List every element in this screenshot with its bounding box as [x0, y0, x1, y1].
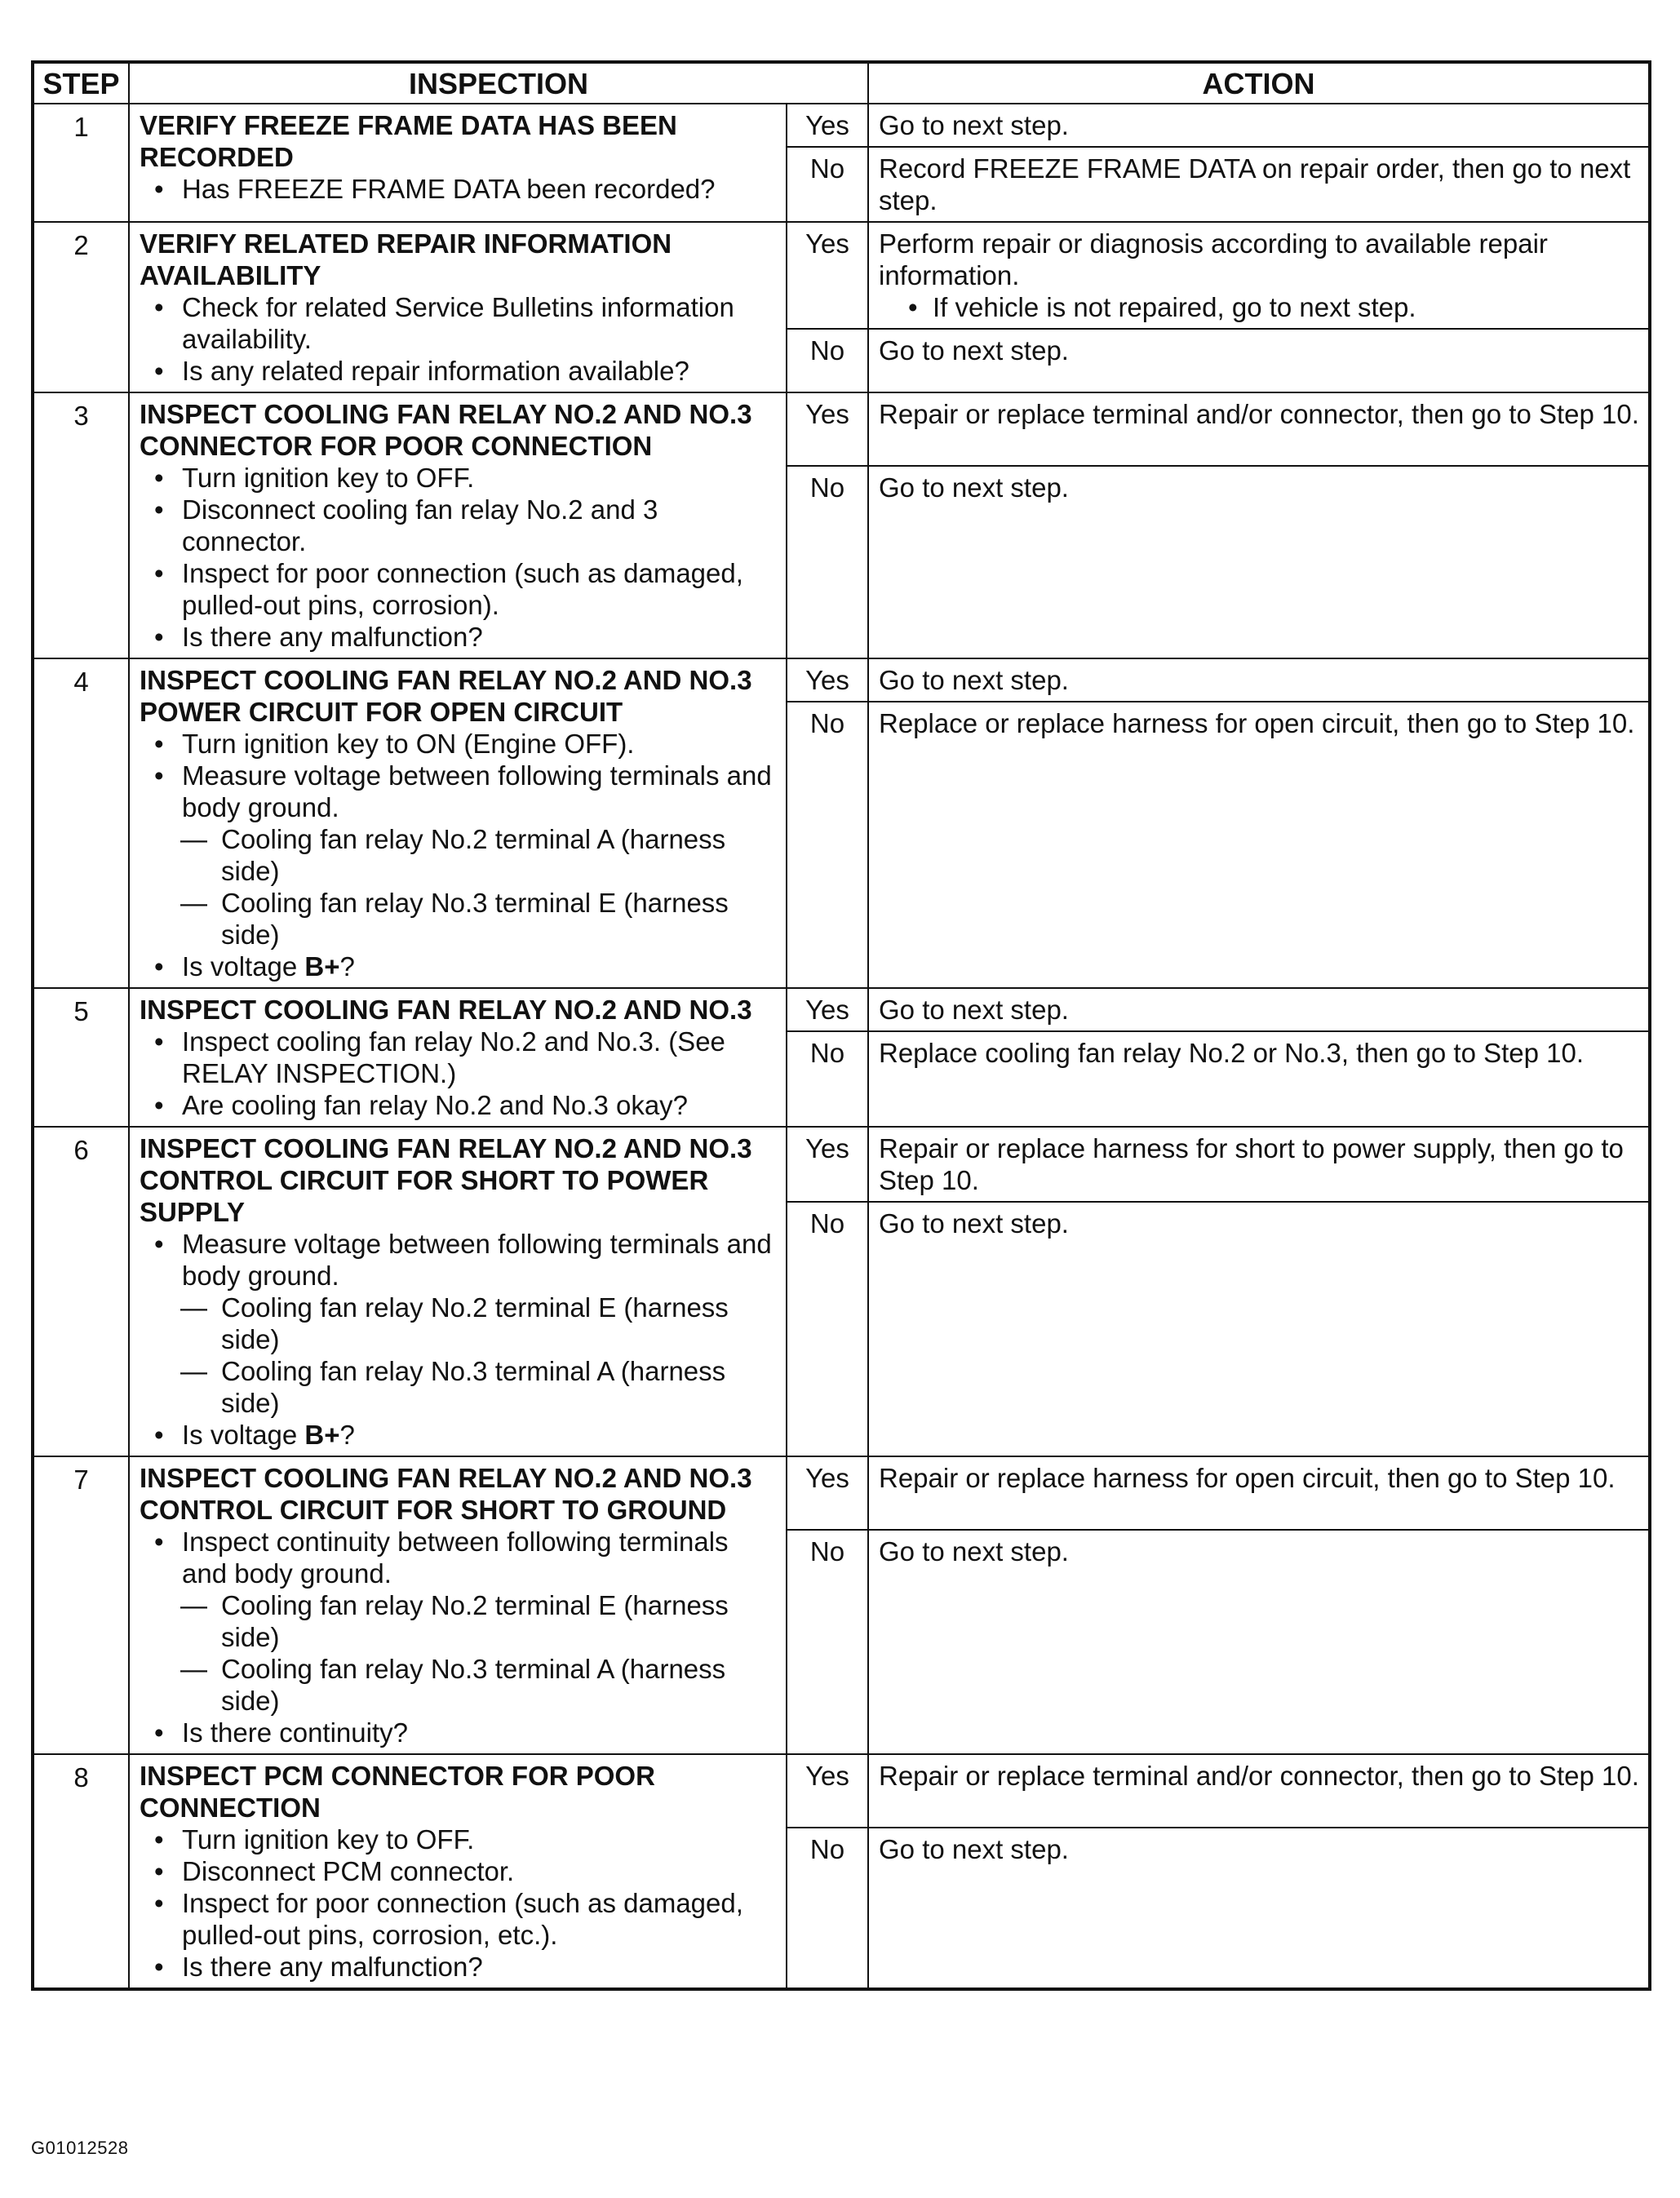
step-4-yes-row	[33, 658, 1650, 702]
yes-action: Repair or replace harness for short to power supply, then go to Step 10.	[868, 1127, 1650, 1202]
inspection-bullet: • Is any related repair information available?	[140, 355, 778, 387]
step-title: INSPECT COOLING FAN RELAY NO.2 AND NO.3	[140, 995, 752, 1025]
yes-action: Go to next step.	[868, 988, 1650, 1031]
no-action: Go to next step.	[868, 1530, 1650, 1754]
no-label: No	[787, 1828, 868, 1989]
terminal-list	[140, 1292, 778, 1419]
yes-action-cell	[868, 222, 1650, 329]
inspection-question	[140, 1717, 778, 1748]
figure-code: G01012528	[31, 2138, 129, 2158]
no-action: Go to next step.	[868, 329, 1650, 392]
terminal-item: — Cooling fan relay No.3 terminal E (harness side)	[140, 887, 778, 951]
no-label: No	[787, 1530, 868, 1754]
inspection-bullet: • Inspect for poor connection (such as damaged, pulled-out pins, corrosion).	[140, 557, 778, 621]
inspection-bullet: • Has FREEZE FRAME DATA been recorded?	[140, 173, 778, 205]
step-5-yes-row	[33, 988, 1650, 1031]
inspection-bullet: • Check for related Service Bulletins information availability.	[140, 291, 778, 355]
no-action: Replace cooling fan relay No.2 or No.3, then go to Step 10.	[868, 1031, 1650, 1127]
step-8-yes-row	[33, 1754, 1650, 1828]
question-text: Is voltage	[182, 951, 305, 982]
terminal-item: — Cooling fan relay No.2 terminal E (harness side)	[140, 1589, 778, 1653]
step-3-yes-row	[33, 392, 1650, 466]
yes-label: Yes	[787, 1456, 868, 1530]
inspection-bullet: • Inspect cooling fan relay No.2 and No.3. (See RELAY INSPECTION.)	[140, 1026, 778, 1089]
inspection-bullets	[140, 1526, 778, 1589]
yes-action: Go to next step.	[868, 104, 1650, 147]
yes-label: Yes	[787, 222, 868, 329]
inspection-bullet: • Turn ignition key to OFF.	[140, 462, 778, 494]
inspection-bullet	[140, 1419, 778, 1451]
step-title: INSPECT COOLING FAN RELAY NO.2 AND NO.3 POWER CIRCUIT FOR OPEN CIRCUIT	[140, 665, 752, 727]
no-label: No	[787, 1031, 868, 1127]
step-6-inspection	[129, 1127, 787, 1456]
step-title: INSPECT COOLING FAN RELAY NO.2 AND NO.3 CONTROL CIRCUIT FOR SHORT TO POWER SUPPLY	[140, 1133, 752, 1227]
inspection-bullet: • Inspect continuity between following terminals and body ground.	[140, 1526, 778, 1589]
inspection-bullets	[140, 173, 778, 205]
step-number: 5	[33, 988, 129, 1127]
inspection-bullets	[140, 1026, 778, 1121]
inspection-bullet: • Measure voltage between following terminals and body ground.	[140, 760, 778, 823]
no-action: Go to next step.	[868, 1202, 1650, 1456]
question-text: Is voltage	[182, 1420, 305, 1450]
yes-label: Yes	[787, 392, 868, 466]
step-4-inspection	[129, 658, 787, 988]
question-mark: ?	[339, 1420, 355, 1450]
step-title: INSPECT COOLING FAN RELAY NO.2 AND NO.3 CONTROL CIRCUIT FOR SHORT TO GROUND	[140, 1463, 752, 1525]
terminal-list	[140, 823, 778, 951]
inspection-bullet	[140, 951, 778, 982]
no-label: No	[787, 466, 868, 658]
no-action: Go to next step.	[868, 1828, 1650, 1989]
inspection-bullets	[140, 462, 778, 653]
yes-label: Yes	[787, 988, 868, 1031]
step-1-inspection	[129, 104, 787, 222]
inspection-bullet: • Is there any malfunction?	[140, 1951, 778, 1983]
terminal-item: — Cooling fan relay No.3 terminal A (harness side)	[140, 1355, 778, 1419]
yes-label: Yes	[787, 104, 868, 147]
yes-action: Perform repair or diagnosis according to available repair information.	[879, 228, 1548, 290]
terminal-item: — Cooling fan relay No.3 terminal A (harness side)	[140, 1653, 778, 1717]
no-label: No	[787, 1202, 868, 1456]
inspection-bullet: • Are cooling fan relay No.2 and No.3 okay?	[140, 1089, 778, 1121]
inspection-bullet: • Turn ignition key to ON (Engine OFF).	[140, 728, 778, 760]
question-mark: ?	[339, 951, 355, 982]
inspection-bullet: • Disconnect PCM connector.	[140, 1855, 778, 1887]
yes-action: Repair or replace terminal and/or connector, then go to Step 10.	[868, 1754, 1650, 1828]
step-column-header: STEP	[33, 62, 129, 104]
step-number: 7	[33, 1456, 129, 1754]
step-title: VERIFY FREEZE FRAME DATA HAS BEEN RECORDED	[140, 110, 677, 172]
step-number: 8	[33, 1754, 129, 1989]
no-action: Go to next step.	[868, 466, 1650, 658]
step-2-yes-row	[33, 222, 1650, 329]
step-number: 1	[33, 104, 129, 222]
step-title: INSPECT COOLING FAN RELAY NO.2 AND NO.3 CONNECTOR FOR POOR CONNECTION	[140, 399, 752, 461]
step-8-inspection	[129, 1754, 787, 1989]
yes-label: Yes	[787, 1754, 868, 1828]
inspection-bullet: • Is there any malfunction?	[140, 621, 778, 653]
inspection-bullet: • Measure voltage between following terminals and body ground.	[140, 1228, 778, 1292]
inspection-bullet: • Inspect for poor connection (such as damaged, pulled-out pins, corrosion, etc.).	[140, 1887, 778, 1951]
question-value: B+	[304, 1420, 340, 1450]
no-label: No	[787, 702, 868, 988]
step-number: 2	[33, 222, 129, 392]
terminal-item: — Cooling fan relay No.2 terminal A (harness side)	[140, 823, 778, 887]
step-1-yes-row	[33, 104, 1650, 147]
inspection-bullet: • Turn ignition key to OFF.	[140, 1824, 778, 1855]
step-number: 6	[33, 1127, 129, 1456]
inspection-question	[140, 1419, 778, 1451]
yes-action: Repair or replace terminal and/or connector, then go to Step 10.	[868, 392, 1650, 466]
inspection-bullets	[140, 1824, 778, 1983]
yes-action-bullet: • If vehicle is not repaired, go to next step.	[879, 291, 1640, 323]
no-label: No	[787, 147, 868, 222]
step-title: INSPECT PCM CONNECTOR FOR POOR CONNECTION	[140, 1761, 655, 1823]
no-action: Replace or replace harness for open circuit, then go to Step 10.	[868, 702, 1650, 988]
diagnostic-table-container	[31, 60, 1648, 1991]
inspection-question	[140, 951, 778, 982]
step-number: 3	[33, 392, 129, 658]
inspection-bullets	[140, 1228, 778, 1292]
yes-label: Yes	[787, 1127, 868, 1202]
no-action: Record FREEZE FRAME DATA on repair order, then go to next step.	[868, 147, 1650, 222]
inspection-column-header: INSPECTION	[129, 62, 868, 104]
yes-label: Yes	[787, 658, 868, 702]
no-label: No	[787, 329, 868, 392]
step-7-yes-row	[33, 1456, 1650, 1530]
action-column-header: ACTION	[868, 62, 1650, 104]
yes-action: Repair or replace harness for open circuit, then go to Step 10.	[868, 1456, 1650, 1530]
inspection-bullet: • Disconnect cooling fan relay No.2 and 3 connector.	[140, 494, 778, 557]
table-header-row	[33, 62, 1650, 104]
step-5-inspection	[129, 988, 787, 1127]
step-6-yes-row	[33, 1127, 1650, 1202]
step-3-inspection	[129, 392, 787, 658]
terminal-list	[140, 1589, 778, 1717]
inspection-bullets	[140, 728, 778, 823]
yes-action: Go to next step.	[868, 658, 1650, 702]
step-number: 4	[33, 658, 129, 988]
inspection-bullets	[140, 291, 778, 387]
inspection-bullet: • Is there continuity?	[140, 1717, 778, 1748]
terminal-item: — Cooling fan relay No.2 terminal E (harness side)	[140, 1292, 778, 1355]
question-value: B+	[304, 951, 340, 982]
step-7-inspection	[129, 1456, 787, 1754]
step-2-inspection	[129, 222, 787, 392]
diagnostic-procedure-table	[31, 60, 1651, 1991]
step-title: VERIFY RELATED REPAIR INFORMATION AVAILABILITY	[140, 228, 672, 290]
